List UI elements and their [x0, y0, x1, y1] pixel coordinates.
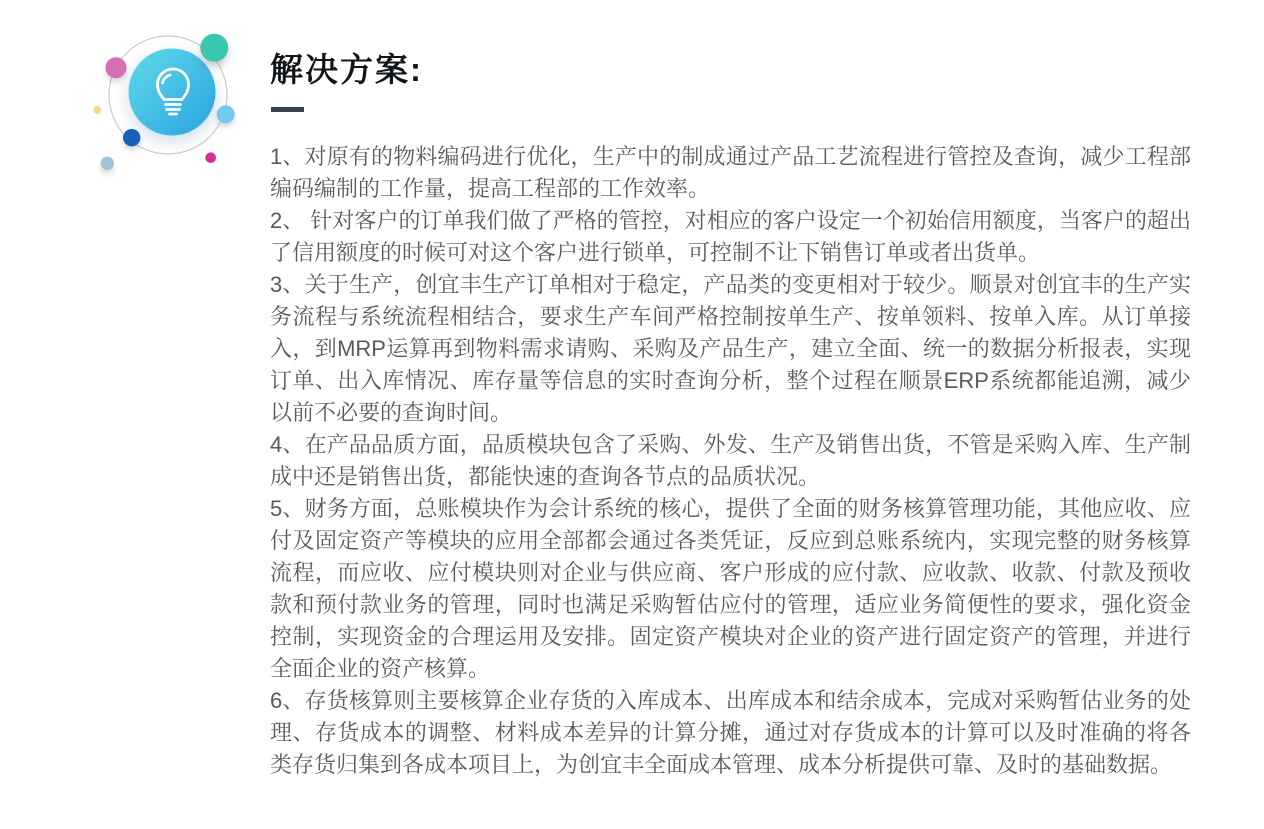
- main-circle: [129, 49, 216, 136]
- solution-item-6: 6、存货核算则主要核算企业存货的入库成本、出库成本和结余成本，完成对采购暂估业务的处理、存货成本的调整、材料成本差异的计算分摊，通过对存货成本的计算可以及时准确的将各类存货归集到各成本项目上，为创宜丰全面成本管理、成本分析提供可靠、及时的基础数据。: [270, 688, 1191, 777]
- solution-item-3: 3、关于生产，创宜丰生产订单相对于稳定，产品类的变更相对于较少。顺景对创宜丰的生产实务流程与系统流程相结合，要求生产车间严格控制按单生产、按单领料、按单入库。从订单接入，到MRP运算再到物料需求请购、采购及产品生产，建立全面、统一的数据分析报表，实现订单、出入库情况、库存量等信息的实时查询分析，整个过程在顺景ERP系统都能追溯，减少以前不必要的查询时间。: [270, 272, 1191, 425]
- solution-content: [270, 0, 1191, 829]
- lightbulb-illustration: [85, 22, 245, 190]
- title-underline: [271, 107, 304, 112]
- magenta-dot: [205, 152, 216, 163]
- page-title: 解决方案:: [270, 51, 423, 88]
- solution-item-5: 5、财务方面，总账模块作为会计系统的核心，提供了全面的财务核算管理功能，其他应收、应付及固定资产等模块的应用全部都会通过各类凭证，反应到总账系统内，实现完整的财务核算流程，而应收、应付模块则对企业与供应商、客户形成的应付款、应收款、收款、付款及预收款和预付款业务的管理，同时也满足采购暂估应付的管理，适应业务简便性的要求，强化资金控制，实现资金的合理运用及安排。固定资产模块对企业的资产进行固定资产的管理，并进行全面企业的资产核算。: [270, 496, 1191, 681]
- dark-blue-dot: [123, 129, 140, 146]
- yellow-dot: [93, 106, 101, 114]
- blue-gray-dot: [101, 157, 114, 170]
- solution-item-4: 4、在产品品质方面，品质模块包含了采购、外发、生产及销售出货，不管是采购入库、生产制成中还是销售出货，都能快速的查询各节点的品质状况。: [270, 432, 1191, 489]
- solution-item-1: 1、对原有的物料编码进行优化，生产中的制成通过产品工艺流程进行管控及查询，减少工程部编码编制的工作量，提高工程部的工作效率。: [270, 144, 1191, 201]
- solution-text: [270, 141, 1191, 781]
- pink-dot: [106, 57, 127, 78]
- teal-dot: [200, 34, 228, 62]
- solution-item-2: 2、 针对客户的订单我们做了严格的管控，对相应的客户设定一个初始信用额度，当客户的超出了信用额度的时候可对这个客户进行锁单，可控制不让下销售订单或者出货单。: [270, 208, 1191, 265]
- light-blue-dot: [217, 105, 235, 123]
- lightbulb-icon: [85, 22, 245, 190]
